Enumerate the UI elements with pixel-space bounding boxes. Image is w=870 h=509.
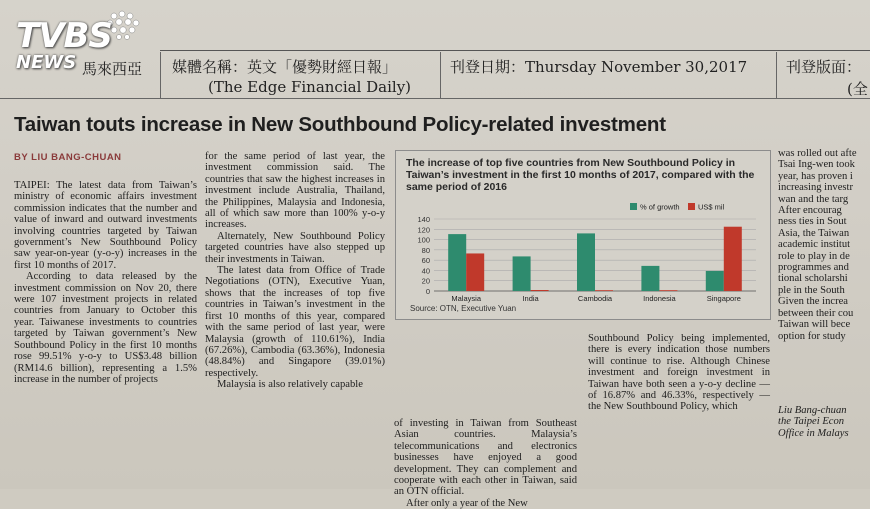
- clipping-header: [0, 48, 870, 100]
- column-line: increasing investr: [778, 182, 854, 194]
- y-tick-label: 140: [417, 215, 430, 224]
- column-line: wan and the targ: [778, 193, 849, 205]
- paragraph: for the same period of last year, the investment commission said. The countries that saw the highest increases in investment include Australia, Thailand, the Philippines, Malaysia and Indonesia, all of which saw more than 100% y-o-y increases.: [205, 151, 385, 231]
- tvbs-brand: TVBS: [16, 16, 112, 56]
- column-line: tional scholarshi: [778, 273, 848, 285]
- paragraph: The latest data from Office of Trade Negotiations (OTN), Executive Yuan, shows that the increases of top five countries in Taiwan’s investment in the first 10 months of this year, compared with the same period of last year, were Malaysia (growth of 110.61%), India (67.26%), Cambodia (63.36%), Indonesia (48.84%) and Singapore (39.01%) respectively.: [205, 265, 385, 379]
- y-tick-label: 100: [417, 235, 430, 245]
- bar: [641, 266, 659, 291]
- bar: [706, 271, 724, 291]
- column-line: Taiwan will bece: [778, 319, 851, 331]
- article-byline: BY LIU BANG-CHUAN: [14, 152, 122, 163]
- article-headline: Taiwan touts increase in New Southbound Policy-related investment: [14, 113, 666, 136]
- legend-label: US$ mil: [698, 202, 725, 212]
- article-column-4: [588, 333, 770, 413]
- bar: [577, 233, 595, 291]
- x-tick-label: Indonesia: [643, 294, 676, 303]
- x-tick-label: India: [522, 294, 539, 303]
- column-line: After encourag: [778, 205, 842, 217]
- author-footer: [778, 405, 870, 439]
- paragraph: TAIPEI: The latest data from Taiwan’s ministry of economic affairs investment commission indicates that the number and value of inward and outward investments involving countries targeted by Taiwan government’s New Southbound Policy saw year-on-year (y-o-y) increases in the first 10 months of 2017.: [14, 180, 197, 271]
- bar: [659, 290, 677, 291]
- column-line: Tsai Ing-wen took: [778, 159, 855, 171]
- header-divider: [160, 52, 161, 98]
- bar: [448, 234, 466, 291]
- legend-swatch: [630, 203, 637, 210]
- footer-line: Liu Bang-chuan: [778, 405, 847, 416]
- header-publish-date: 刊登日期：Thursday November 30,2017: [450, 58, 748, 76]
- paragraph: According to data released by the investment commission on Nov 20, there were 107 investment projects in related countries from January to October this year. Taiwanese investments to countries targeted by Taiwan government’s New Southbound Policy in the first 10 months rose 99.51% y-o-y to US$3.48 billion (RM14.6 billion), representing a 1.5% increase in the number of projects: [14, 271, 197, 385]
- legend-label: % of growth: [640, 202, 680, 212]
- article-column-2: [205, 151, 385, 391]
- y-tick-label: 0: [425, 287, 430, 296]
- column-line: programmes and: [778, 262, 849, 274]
- header-page-value: (全: [847, 80, 868, 98]
- footer-line: Office in Malays: [778, 427, 849, 439]
- header-media-english: (The Edge Financial Daily): [208, 78, 412, 96]
- chart-source: Source: OTN, Executive Yuan: [410, 304, 517, 313]
- article-column-3: [394, 418, 577, 509]
- paragraph: Southbound Policy being implemented, there is every indication those numbers will continue to rise. Although Chinese investment and foreign investment in Taiwan have both seen a y-o-y decline — of 16.87% and 46.33%, respectively — the New Southbound Policy, which: [588, 333, 770, 413]
- paragraph: of investing in Taiwan from Southeast Asian countries. Malaysia’s telecommunications and electronics businesses have enjoyed a good development. They can complement and cooperate with each other in Taiwan, said an OTN official.: [394, 418, 577, 498]
- paragraph: After only a year of the New: [406, 497, 528, 509]
- y-tick-label: 20: [421, 276, 430, 286]
- column-line: role to play in de: [778, 250, 850, 262]
- chart-plot: [396, 151, 770, 319]
- legend-swatch: [688, 203, 695, 210]
- header-media-name: 媒體名稱：英文「優勢財經日報」: [172, 58, 398, 76]
- footer-line: the Taipei Econ: [778, 416, 845, 428]
- column-line: Given the increa: [778, 296, 849, 308]
- bar: [595, 290, 613, 291]
- column-line: Asia, the Taiwan: [778, 227, 850, 239]
- column-line: academic institut: [778, 239, 851, 251]
- article-column-5: [778, 148, 870, 342]
- chart-title: The increase of top five countries from New Southbound Policy in Taiwan’s investment in the first 10 months of 2017, compared with the same period of 2016: [406, 157, 755, 193]
- x-tick-label: Singapore: [706, 294, 741, 303]
- y-tick-label: 80: [421, 245, 430, 255]
- bar: [513, 256, 531, 291]
- y-tick-label: 40: [421, 266, 430, 276]
- paragraph: Alternately, New Southbound Policy targeted countries have also stepped up their investments in Taiwan.: [205, 230, 385, 265]
- column-line: ness ties in Sout: [778, 216, 847, 228]
- y-tick-label: 60: [421, 256, 430, 266]
- paragraph: Malaysia is also relatively capable: [217, 379, 363, 391]
- header-page-label: 刊登版面：: [786, 58, 862, 76]
- investment-bar-chart: [395, 150, 771, 320]
- header-divider: [440, 52, 441, 98]
- header-top-rule: [160, 50, 870, 51]
- column-line: ple in the South: [778, 284, 845, 296]
- article-column-1: [14, 180, 197, 385]
- column-line: was rolled out afte: [778, 148, 857, 159]
- bar: [466, 253, 484, 291]
- x-tick-label: Cambodia: [577, 294, 613, 303]
- bar: [724, 227, 742, 291]
- column-line: year, has proven i: [778, 170, 853, 182]
- column-line: option for study: [778, 330, 846, 342]
- header-bottom-rule: [0, 98, 870, 99]
- header-divider: [776, 52, 777, 98]
- column-line: between their cou: [778, 307, 854, 319]
- y-tick-label: 120: [417, 225, 430, 235]
- header-country: 馬來西亞: [82, 60, 143, 78]
- bar: [531, 290, 549, 291]
- news-sub-brand: NEWS: [16, 52, 77, 73]
- x-tick-label: Malaysia: [451, 294, 481, 303]
